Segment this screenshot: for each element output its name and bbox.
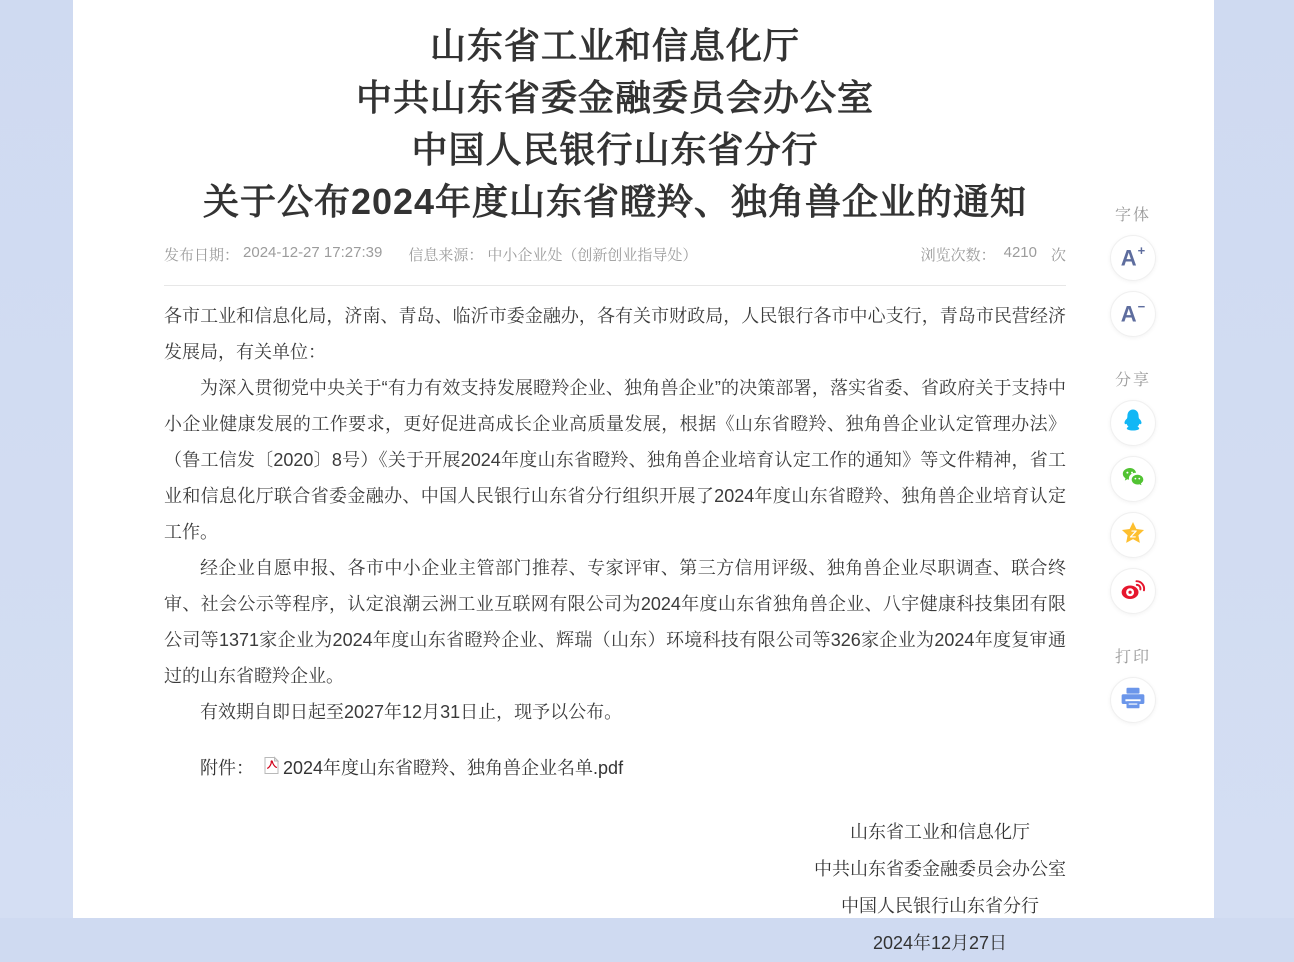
tools-sidebar — [1103, 202, 1163, 723]
page-title — [164, 20, 1066, 228]
content-page — [73, 0, 1214, 953]
paragraph-validity: 有效期自即日起至2027年12月31日止，现予以公布。 — [200, 702, 623, 722]
font-increase-sign: + — [1137, 243, 1146, 259]
publish-date-label: 发布日期： — [164, 247, 240, 264]
title-line-2: 中共山东省委金融委员会办公室 — [355, 77, 874, 118]
font-increase-letter: A — [1120, 245, 1137, 271]
font-decrease-letter: A — [1120, 301, 1137, 327]
article — [164, 0, 1066, 962]
info-source — [408, 244, 697, 265]
notice-body — [164, 298, 1066, 730]
print-section-label: 打印 — [1114, 649, 1151, 666]
share-section-label: 分享 — [1114, 372, 1151, 389]
publish-date-value: 2024-12-27 17:27:39 — [243, 244, 383, 261]
font-increase-button[interactable] — [1110, 235, 1156, 281]
printer-icon — [1120, 685, 1146, 716]
publish-date — [164, 244, 382, 265]
weibo-icon — [1120, 576, 1146, 607]
pdf-file-icon — [264, 757, 279, 774]
attachment-label: 附件： — [200, 758, 254, 778]
title-line-4: 关于公布2024年度山东省瞪羚、独角兽企业的通知 — [202, 181, 1028, 222]
font-section-label: 字体 — [1114, 207, 1151, 224]
signature-block — [814, 814, 1066, 962]
paragraph-addressees: 各市工业和信息化局，济南、青岛、临沂市委金融办，各有关市财政局，人民银行各市中心支行，青岛市民营经济发展局，有关单位： — [164, 306, 1066, 362]
signature-org-2: 中共山东省委金融委员会办公室 — [814, 859, 1066, 879]
view-count-label: 浏览次数： — [920, 247, 996, 264]
signature-org-3: 中国人民银行山东省分行 — [841, 896, 1039, 916]
signature-date: 2024年12月27日 — [872, 933, 1008, 953]
wechat-icon — [1120, 465, 1146, 494]
qzone-icon — [1120, 520, 1146, 551]
paragraph-background: 为深入贯彻党中央关于“有力有效支持发展瞪羚企业、独角兽企业”的决策部署，落实省委、省政府关于支持中小企业健康发展的工作要求，更好促进高成长企业高质量发展，根据《山东省瞪羚、独角兽企业认定管理办法》（鲁工信发〔2020〕8号）《关于开展2024年度山东省瞪羚、独角兽企业培育认定工作的通知》等文件精神，省工业和信息化厅联合省委金融办、中国人民银行山东省分行组织开展了2024年度山东省瞪羚、独角兽企业培育认定工作。 — [164, 378, 1066, 542]
view-count — [921, 244, 1066, 265]
share-qq-button[interactable] — [1110, 400, 1156, 446]
paragraph-recognition: 经企业自愿申报、各市中小企业主管部门推荐、专家评审、第三方信用评级、独角兽企业尽职调查、联合终审、社会公示等程序，认定浪潮云洲工业互联网有限公司为2024年度山东省独角兽企业、八宇健康科技集团有限公司等1371家企业为2024年度山东省瞪羚企业、辉瑞（山东）环境科技有限公司等326家企业为2024年度复审通过的山东省瞪羚企业。 — [164, 558, 1066, 686]
share-wechat-button[interactable] — [1110, 456, 1156, 502]
info-source-value: 中小企业处（创新创业指导处） — [487, 247, 698, 264]
title-line-1: 山东省工业和信息化厅 — [429, 25, 800, 66]
title-line-3: 中国人民银行山东省分行 — [411, 129, 819, 170]
share-weibo-button[interactable] — [1110, 568, 1156, 614]
qq-icon — [1121, 408, 1145, 439]
view-count-value: 4210 — [1003, 244, 1037, 261]
share-qzone-button[interactable] — [1110, 512, 1156, 558]
font-decrease-button[interactable] — [1110, 291, 1156, 337]
signature-org-1: 山东省工业和信息化厅 — [850, 822, 1030, 842]
info-source-label: 信息来源： — [408, 247, 484, 264]
font-decrease-sign: − — [1137, 299, 1146, 315]
attachment-row — [200, 750, 1066, 786]
view-count-unit: 次 — [1050, 247, 1066, 264]
svg-text:Z: Z — [1130, 529, 1137, 541]
attachment-link[interactable]: 2024年度山东省瞪羚、独角兽企业名单.pdf — [283, 758, 624, 778]
meta-bar — [164, 244, 1066, 286]
print-button[interactable] — [1110, 677, 1156, 723]
